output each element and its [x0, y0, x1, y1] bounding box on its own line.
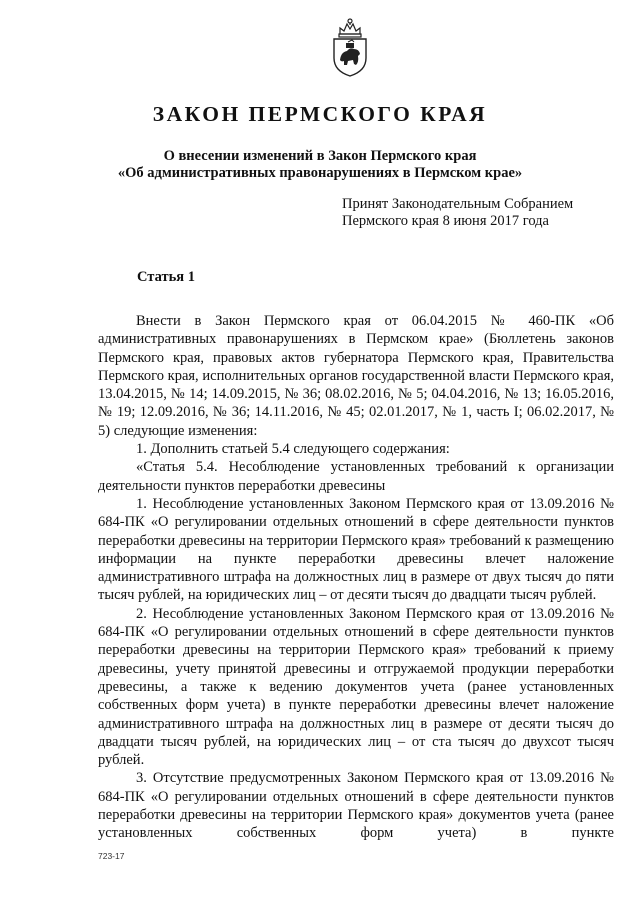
adoption-line-2: Пермского края 8 июня 2017 года	[342, 213, 549, 229]
article-heading: Статья 1	[137, 269, 195, 285]
article-body	[98, 312, 614, 843]
adoption-line-1: Принят Законодательным Собранием	[342, 196, 574, 212]
subtitle-line-2: «Об административных правонарушениях в Пермском крае»	[117, 165, 523, 181]
paragraph-amendment-1: 1. Дополнить статьей 5.4 следующего содержания:	[136, 441, 450, 458]
paragraph-part-2: 2. Несоблюдение установленных Законом Пермского края от 13.09.2016 № 684-ПК «О регулировании отдельных отношений в сфере деятельности пунктов переработки древесины на территории Пермского края» требований к приему древесины, учету принятой древесины и отгружаемой продукции переработки древесины, а также к ведению документов учета (ранее установленных собственных форм учета) в пункте переработки древесины влечет наложение административного штрафа на должностных лиц в размере от десяти тысяч до двадцати тысяч рублей, на юридических лиц – от ста тысяч до двухсот тысяч рублей.	[98, 605, 614, 769]
paragraph-intro: Внести в Закон Пермского края от 06.04.2015 № 460-ПК «Об административных правонарушениях в Пермском крае» (Бюллетень законов Пермского края, правовых актов губернатора Пермского края, Правительства Пермского края, исполнительных органов государственной власти Пермского края, 13.04.2015, № 14; 14.09.2015, № 36; 08.02.2016, № 5; 04.04.2016, № 13; 16.05.2016, № 19; 12.09.2016, № 36; 14.11.2016, № 45; 02.01.2017, № 1, часть I; 06.02.2017, № 5) следующие изменения:	[98, 313, 614, 439]
paragraph-part-3: 3. Отсутствие предусмотренных Законом Пермского края от 13.09.2016 № 684-ПК «О регулировании отдельных отношений в сфере деятельности пунктов переработки древесины на территории Пермского края» документов учета (ранее установленных собственных форм учета) в пункте	[98, 770, 614, 842]
law-title: ЗАКОН ПЕРМСКОГО КРАЯ	[152, 102, 488, 126]
subtitle-line-1: О внесении изменений в Закон Пермского края	[163, 148, 477, 164]
document-code: 723-17	[98, 851, 125, 861]
adoption-note	[342, 196, 573, 230]
paragraph-part-1: 1. Несоблюдение установленных Законом Пермского края от 13.09.2016 № 684-ПК «О регулировании отдельных отношений в сфере деятельности пунктов переработки древесины на территории Пермского края» требований к размещению информации на пункте переработки древесины влечет наложение административного штрафа на должностных лиц в размере от двух тысяч до пяти тысяч рублей, на юридических лиц – от десяти тысяч до двадцати тысяч рублей.	[98, 495, 614, 604]
perm-krai-coat-of-arms-icon	[328, 16, 372, 78]
law-subtitle	[0, 148, 640, 182]
paragraph-article-5-4-title: «Статья 5.4. Несоблюдение установленных требований к организации деятельности пунктов переработки древесины	[98, 459, 614, 494]
